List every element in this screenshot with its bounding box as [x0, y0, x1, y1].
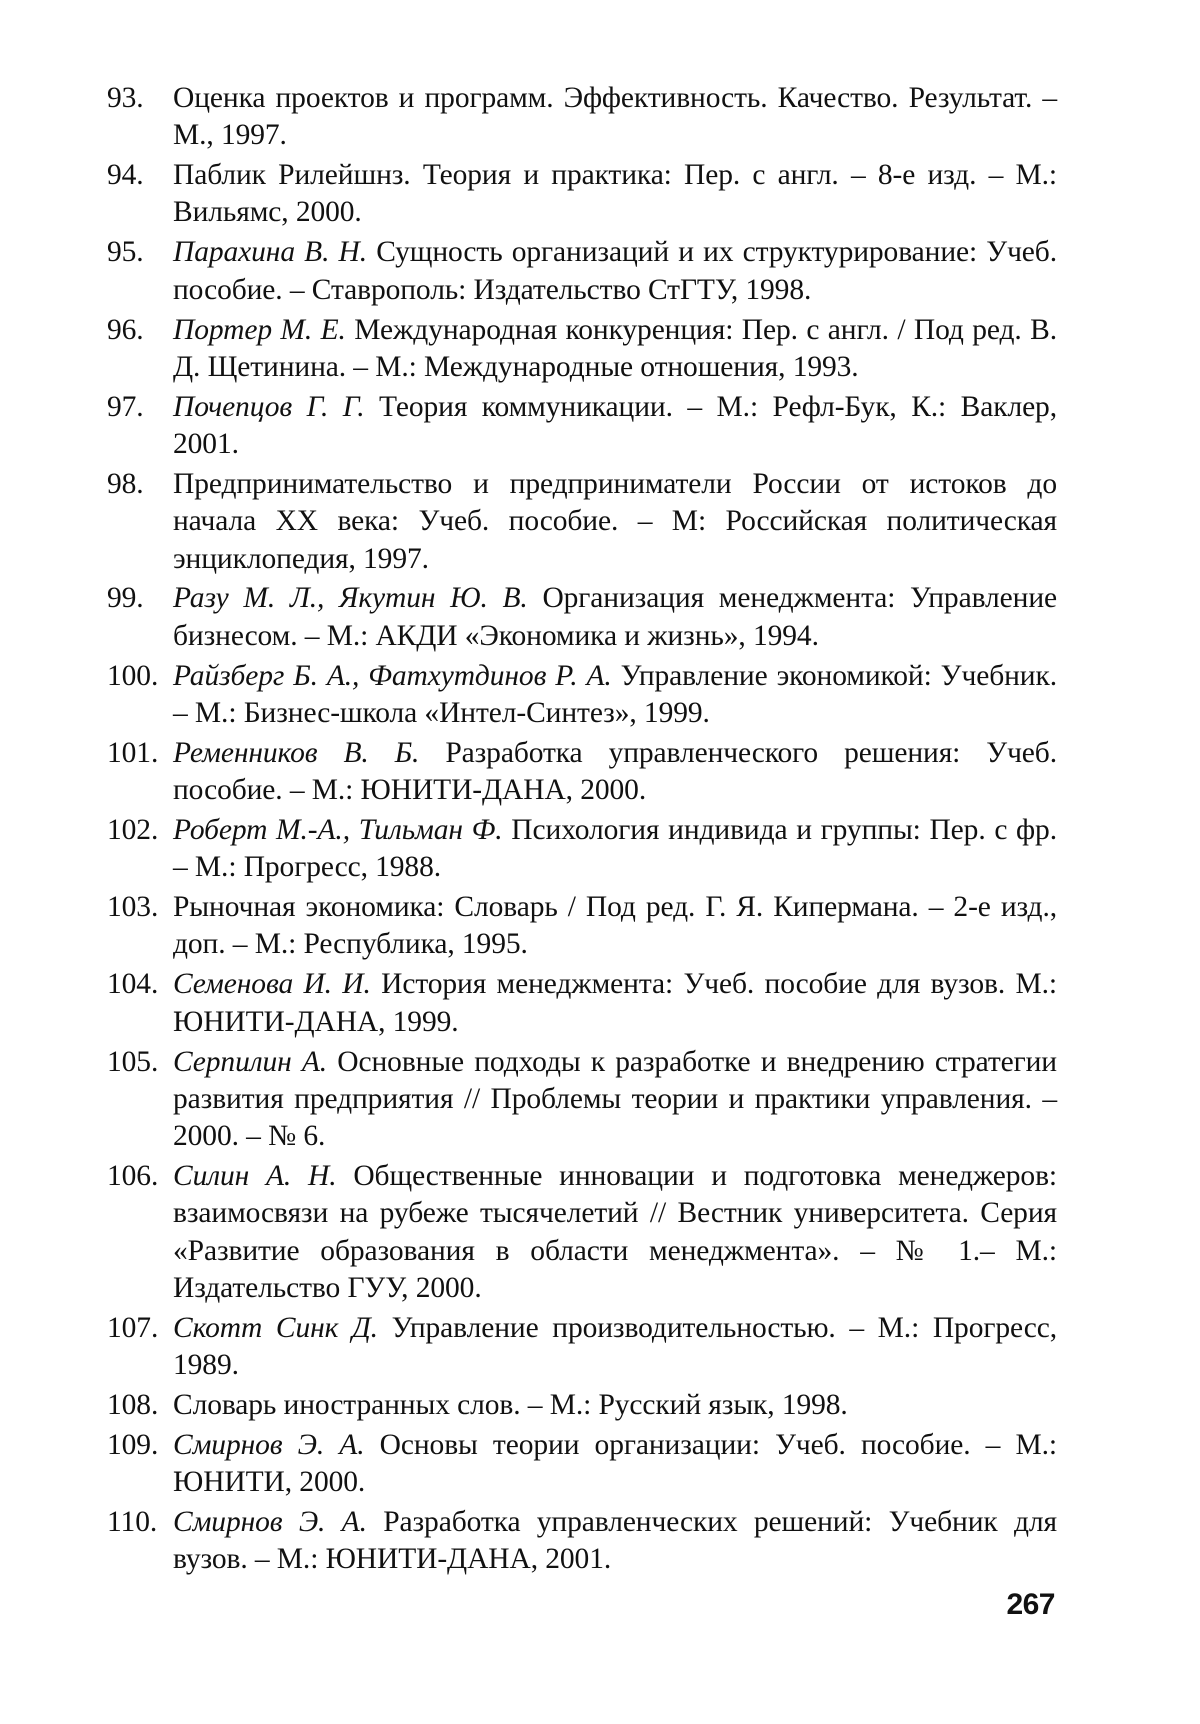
reference-text: Управление экономикой: Учебник. – М.: Бизнес-школа «Интел-Синтез», 1999. — [173, 659, 1057, 729]
reference-author: Силин А. Н. — [173, 1160, 337, 1193]
reference-text: Организация менеджмента: Управление бизнесом. – М.: АКДИ «Экономика и жизнь», 1994. — [173, 582, 1058, 652]
reference-item — [107, 735, 1057, 810]
reference-text: Основные подходы к разработке и внедрению стратегии развития предприятия // Проблемы теории и практики управления. – 2000. – № 6. — [173, 1045, 1057, 1153]
reference-author: Портер М. Е. — [173, 313, 346, 346]
reference-item — [107, 812, 1057, 887]
reference-item — [107, 889, 1057, 964]
reference-number: 94. — [107, 159, 144, 192]
reference-author: Смирнов Э. А. — [173, 1506, 367, 1539]
reference-text: Разработка управленческого решения: Учеб. пособие. – М.: ЮНИТИ-ДАНА, 2000. — [173, 736, 1057, 807]
reference-text: Сущность организаций и их структурирование: Учеб. пособие. – Ставрополь: Издательство СтГТУ, 1998. — [173, 236, 1057, 306]
reference-item — [107, 658, 1057, 733]
reference-number: 102. — [107, 813, 159, 846]
reference-number: 107. — [107, 1311, 159, 1344]
reference-item — [107, 1310, 1057, 1385]
reference-author: Скотт Синк Д. — [173, 1311, 378, 1344]
reference-text: Оценка проектов и программ. Эффективность. Качество. Результат. – М., 1997. — [173, 82, 1057, 152]
reference-number: 96. — [107, 313, 144, 346]
reference-number: 106. — [107, 1160, 159, 1193]
reference-author: Смирнов Э. А. — [173, 1428, 365, 1461]
reference-author: Серпилин А. — [173, 1045, 328, 1078]
reference-author: Семенова И. И. — [173, 968, 371, 1001]
reference-number: 98. — [107, 467, 144, 500]
reference-number: 95. — [107, 236, 144, 269]
reference-text: Общественные инновации и подготовка менеджеров: взаимосвязи на рубеже тысячелетий // Вестник университета. Серия «Развитие образования в области менеджмента». – № 1.– М.: Издательство ГУУ, 2000. — [173, 1160, 1057, 1304]
reference-item — [107, 312, 1057, 387]
reference-text: Теория коммуникации. – М.: Рефл-Бук, К.: Ваклер, 2001. — [173, 390, 1057, 461]
reference-item — [107, 1044, 1057, 1156]
reference-number: 103. — [107, 891, 159, 924]
reference-number: 97. — [107, 390, 144, 423]
reference-author: Райзберг Б. А., Фатхутдинов Р. А. — [173, 659, 612, 692]
reference-number: 101. — [107, 736, 159, 769]
reference-text: Управление производительностью. – М.: Прогресс, 1989. — [173, 1311, 1057, 1382]
reference-item — [107, 1387, 1057, 1424]
reference-list — [107, 80, 1057, 1581]
reference-item — [107, 466, 1057, 578]
reference-item — [107, 389, 1057, 464]
reference-author: Почепцов Г. Г. — [173, 390, 365, 423]
reference-number: 99. — [107, 582, 144, 615]
reference-number: 104. — [107, 968, 159, 1001]
reference-author: Роберт М.-А., Тильман Ф. — [173, 813, 503, 846]
reference-item — [107, 1427, 1057, 1502]
reference-text: История менеджмента: Учеб. пособие для вузов. М.: ЮНИТИ-ДАНА, 1999. — [173, 968, 1057, 1038]
reference-item — [107, 1504, 1057, 1579]
reference-item — [107, 234, 1057, 309]
reference-item — [107, 1158, 1057, 1307]
reference-item — [107, 580, 1057, 655]
reference-item — [107, 80, 1057, 155]
reference-text: Предпринимательство и предприниматели России от истоков до начала XX века: Учеб. пособие. – М: Российская политическая энциклопедия, 1997. — [173, 467, 1057, 575]
reference-text: Международная конкуренция: Пер. с англ. / Под ред. В. Д. Щетинина. – М.: Международные отношения, 1993. — [173, 313, 1057, 383]
reference-number: 93. — [107, 82, 144, 114]
reference-number: 105. — [107, 1045, 159, 1078]
reference-text: Психология индивида и группы: Пер. с фр. – М.: Прогресс, 1988. — [173, 813, 1057, 884]
reference-author: Парахина В. Н. — [173, 236, 368, 269]
reference-text: Рыночная экономика: Словарь / Под ред. Г. Я. Кипермана. – 2-е изд., доп. – М.: Республика, 1995. — [173, 891, 1057, 961]
reference-author: Ременников В. Б. — [173, 736, 420, 769]
reference-text: Разработка управленческих решений: Учебник для вузов. – М.: ЮНИТИ-ДАНА, 2001. — [173, 1506, 1057, 1576]
reference-text: Паблик Рилейшнз. Теория и практика: Пер. с англ. – 8-е изд. – М.: Вильямс, 2000. — [173, 159, 1057, 229]
reference-author: Разу М. Л., Якутин Ю. В. — [173, 582, 528, 615]
reference-text: Словарь иностранных слов. – М.: Русский язык, 1998. — [173, 1389, 848, 1421]
reference-text: Основы теории организации: Учеб. пособие. – М.: ЮНИТИ, 2000. — [173, 1428, 1057, 1499]
reference-number: 109. — [107, 1428, 159, 1461]
reference-item — [107, 157, 1057, 232]
reference-number: 108. — [107, 1389, 159, 1421]
reference-number: 110. — [107, 1506, 158, 1539]
reference-item — [107, 966, 1057, 1041]
reference-number: 100. — [107, 659, 159, 692]
page-number: 267 — [1006, 1588, 1055, 1621]
